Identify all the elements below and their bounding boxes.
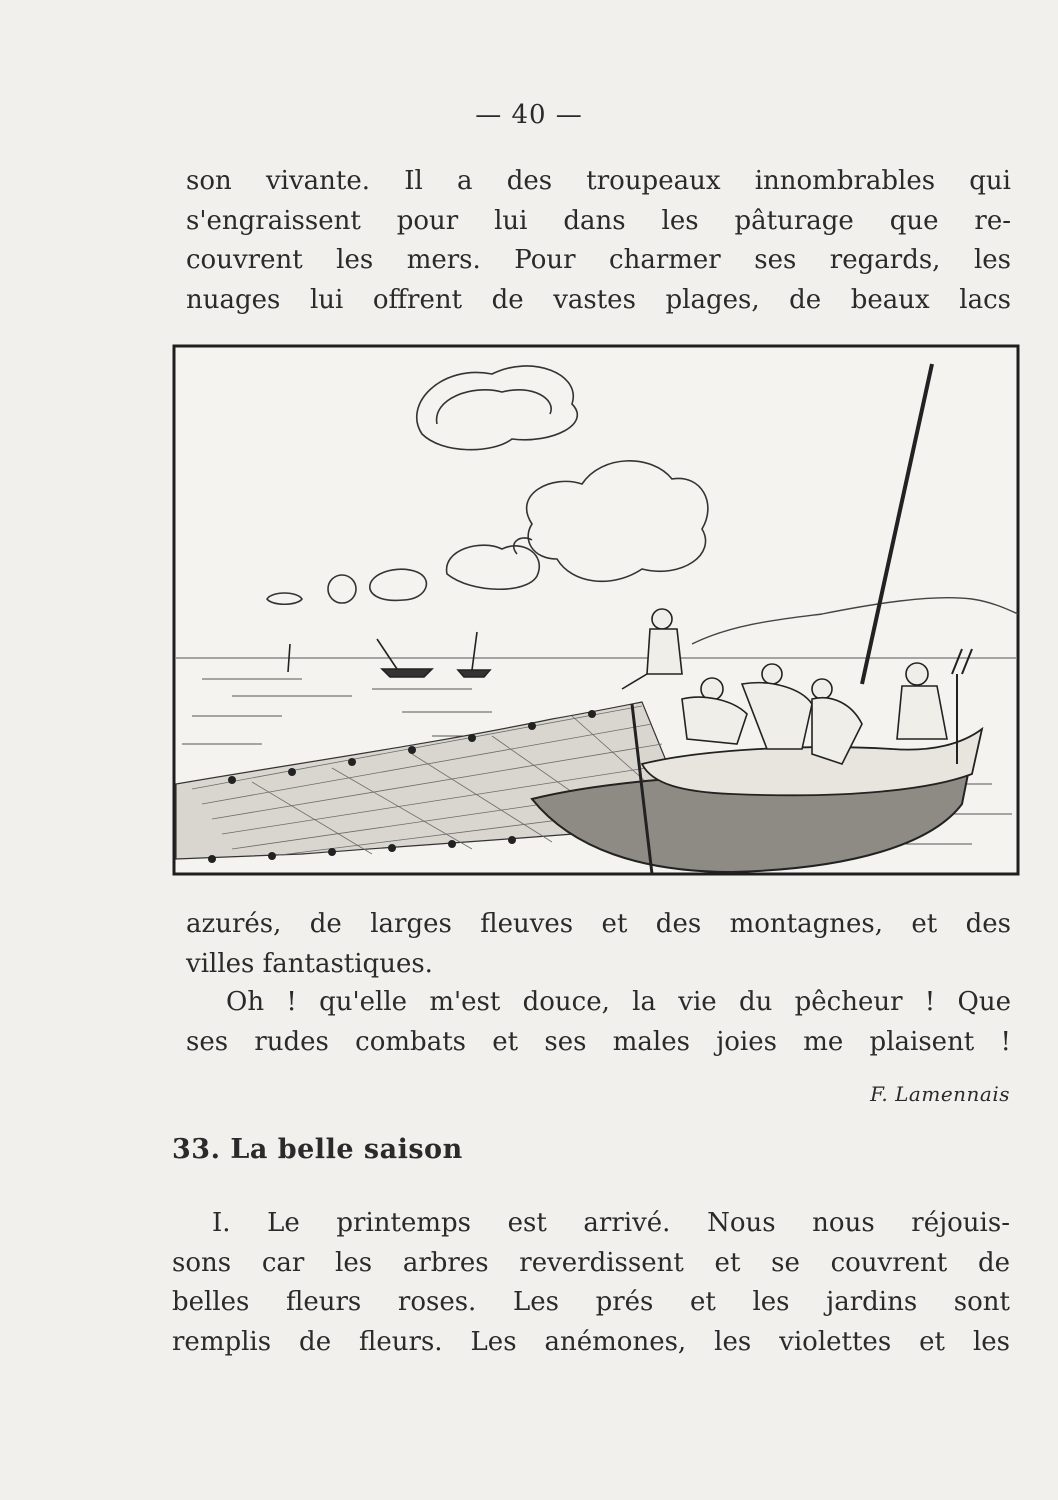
text-line: I. Le printemps est arrivé. Nous nous réjouis- [212, 1208, 1010, 1238]
section-paragraph [172, 1204, 1010, 1362]
text-line: belles fleurs roses. Les prés et les jardins sont [172, 1287, 1010, 1317]
author-signature: F. Lamennais [870, 1082, 1010, 1106]
text-line: sons car les arbres reverdissent et se couvrent de [172, 1247, 1010, 1278]
text-line: Oh ! qu'elle m'est douce, la vie du pêcheur ! Que [226, 987, 1011, 1017]
text-line: ses rudes combats et ses males joies me plaisent ! [186, 1026, 1011, 1057]
text-line: s'engraissent pour lui dans les pâturage que re- [186, 205, 1011, 236]
illustration-svg [172, 344, 1020, 876]
text-line: remplis de fleurs. Les anémones, les violettes et les [172, 1326, 1010, 1357]
paragraph-2 [186, 905, 1011, 984]
text-line: son vivante. Il a des troupeaux innombrables qui [186, 166, 1011, 196]
text-line: nuages lui offrent de vastes plages, de beaux lacs [186, 284, 1011, 315]
page-number: — 40 — [475, 100, 583, 130]
paragraph-3 [186, 983, 1011, 1062]
text-line: villes fantastiques. [186, 948, 433, 979]
text-line: azurés, de larges fleuves et des montagnes, et des [186, 909, 1011, 939]
section-heading: 33. La belle saison [172, 1134, 463, 1165]
paragraph-1 [186, 162, 1011, 320]
text-line: couvrent les mers. Pour charmer ses regards, les [186, 245, 1011, 275]
fishermen-boat-illustration [172, 344, 1020, 876]
